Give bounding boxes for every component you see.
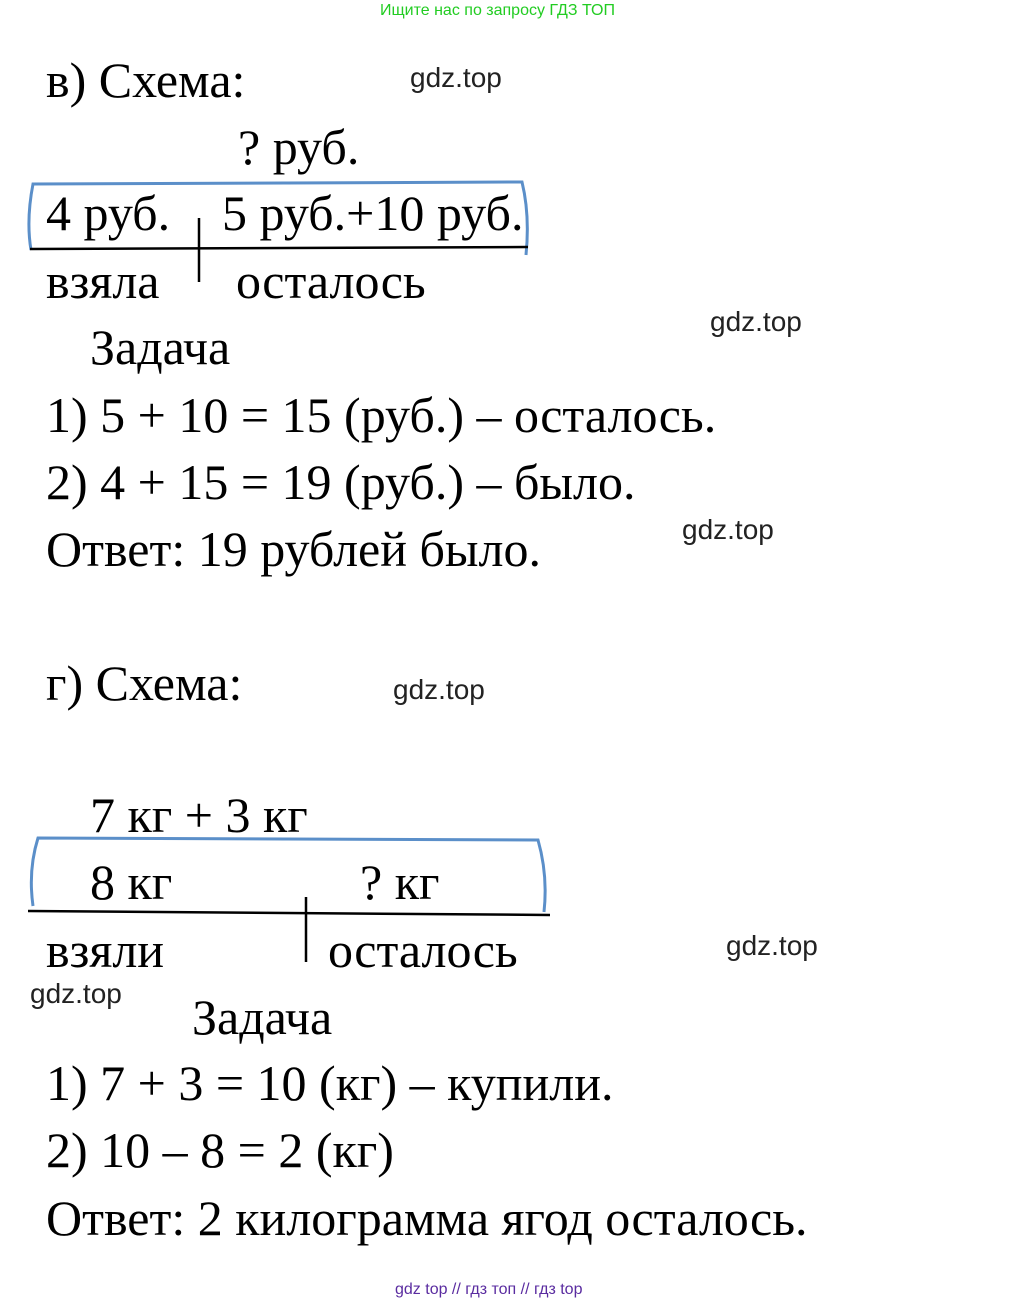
section-g-answer: Ответ: 2 килограмма ягод осталось. bbox=[46, 1190, 808, 1246]
watermark: gdz.top bbox=[682, 514, 774, 545]
section-g-brace bbox=[31, 838, 545, 912]
section-v-part2: 5 руб.+10 руб. bbox=[222, 185, 524, 241]
footer-watermark: gdz top // гдз топ // гдз top bbox=[395, 1281, 583, 1298]
section-v-answer: Ответ: 19 рублей было. bbox=[46, 521, 541, 577]
section-v-under2: осталось bbox=[236, 253, 426, 309]
section-v-question-label: ? руб. bbox=[238, 119, 360, 175]
section-g-task-title: Задача bbox=[192, 989, 333, 1045]
section-g-under1: взяли bbox=[46, 922, 165, 978]
section-g-under2: осталось bbox=[328, 922, 518, 978]
section-v-baseline bbox=[30, 247, 528, 249]
section-v-step2: 2) 4 + 15 = 19 (руб.) – было. bbox=[46, 454, 636, 510]
section-v-task-title: Задача bbox=[90, 319, 231, 375]
top-banner: Ищите нас по запросу ГДЗ ТОП bbox=[380, 2, 615, 19]
section-g-baseline bbox=[28, 911, 550, 915]
watermark: gdz.top bbox=[410, 62, 502, 93]
section-g-part2: ? кг bbox=[360, 854, 440, 910]
section-v-part1: 4 руб. bbox=[46, 185, 171, 241]
section-g-step2: 2) 10 – 8 = 2 (кг) bbox=[46, 1122, 394, 1178]
watermark: gdz.top bbox=[393, 674, 485, 705]
section-v-step1: 1) 5 + 10 = 15 (руб.) – осталось. bbox=[46, 387, 717, 443]
section-v-brace bbox=[29, 182, 527, 255]
section-g-step1: 1) 7 + 3 = 10 (кг) – купили. bbox=[46, 1055, 614, 1111]
watermark: gdz.top bbox=[726, 930, 818, 961]
section-g-part1: 8 кг bbox=[90, 854, 173, 910]
watermark: gdz.top bbox=[710, 306, 802, 337]
section-g-heading: г) Схема: bbox=[46, 655, 243, 711]
section-g-top-label: 7 кг + 3 кг bbox=[90, 787, 308, 843]
section-v-heading: в) Схема: bbox=[46, 52, 246, 108]
section-v-under1: взяла bbox=[46, 253, 160, 309]
watermark: gdz.top bbox=[30, 978, 122, 1009]
